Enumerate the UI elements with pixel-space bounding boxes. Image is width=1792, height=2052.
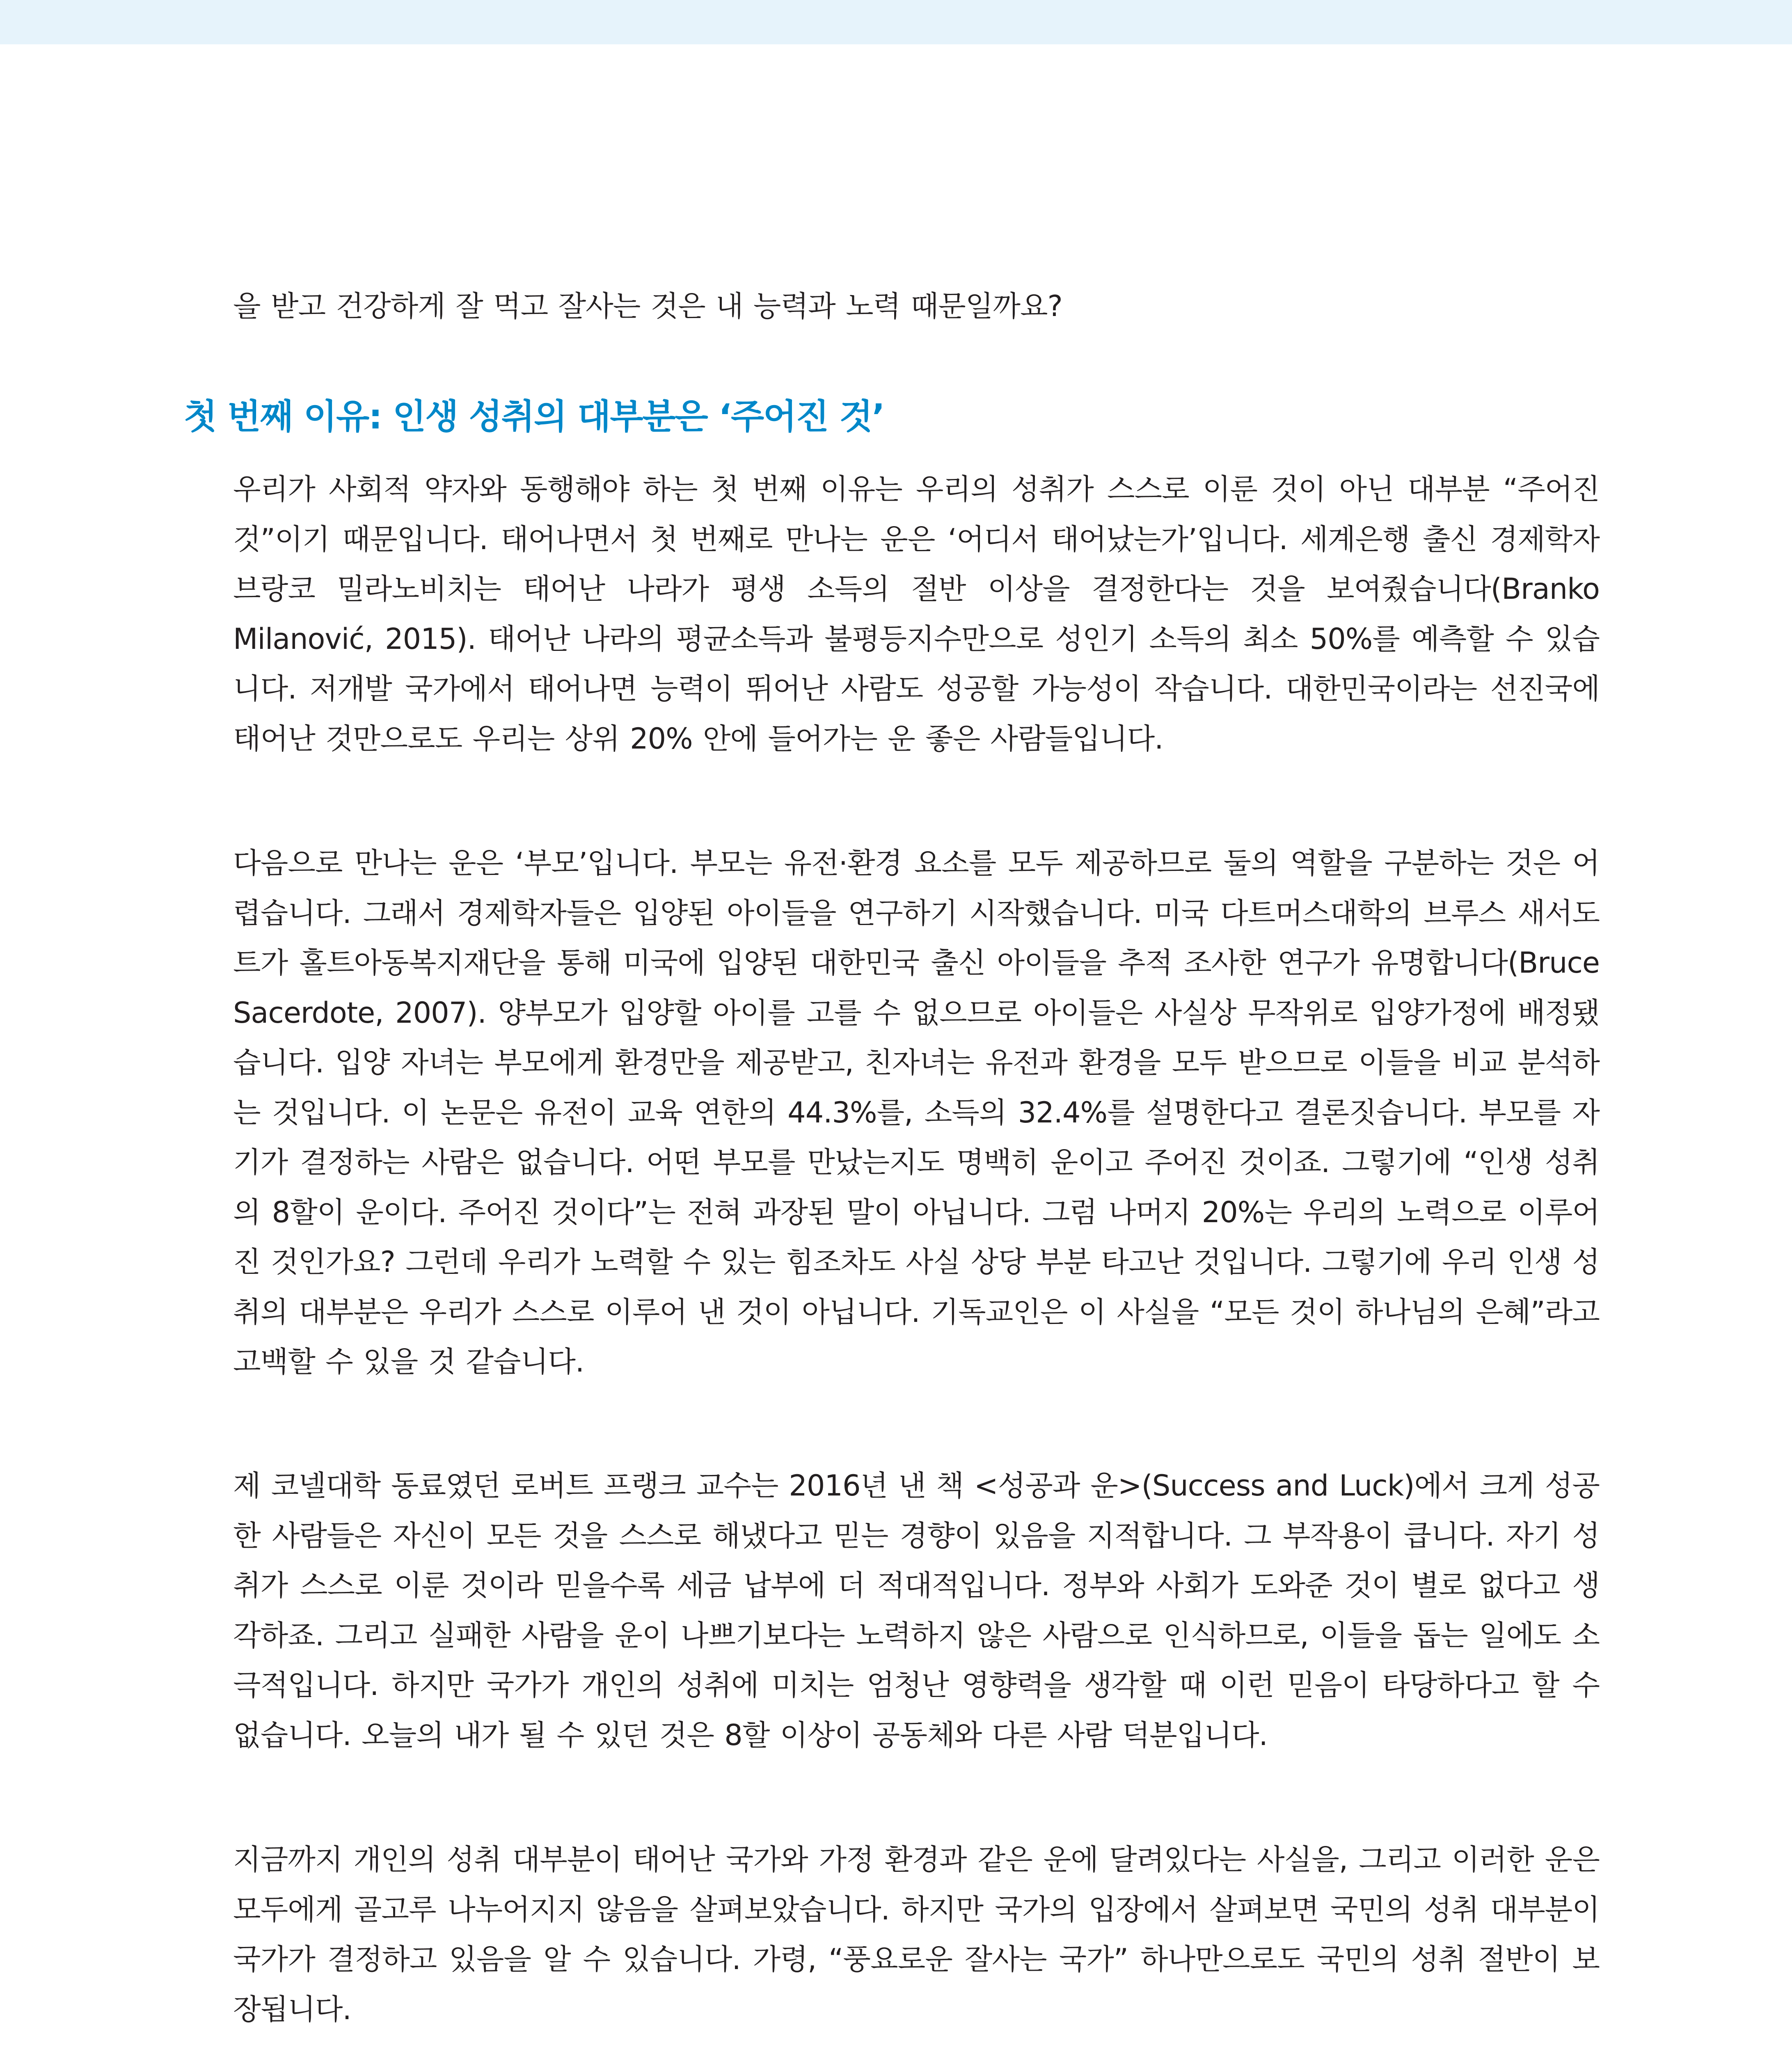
section-heading: 첫 번째 이유: 인생 성취의 대부분은 ‘주어진 것’ bbox=[184, 396, 884, 437]
intro-line: 을 받고 건강하게 잘 먹고 잘사는 것은 내 능력과 노력 때문일까요? bbox=[233, 289, 1062, 323]
paragraph-4: 지금까지 개인의 성취 대부분이 태어난 국가와 가정 환경과 같은 운에 달려있다는 사실을, 그리고 이러한 운은 모두에게 골고루 나누어지지 않음을 살펴보았습니다. 하지만 국가의 입장에서 살펴보면 국민의 성취 대부분이 국가가 결정하고 있음을 알 수 있습니다. 가령, “풍요로운 잘사는 국가” 하나만으로도 국민의 성취 절반이 보장됩니다. bbox=[233, 1843, 1600, 2026]
paragraph-3: 제 코넬대학 동료였던 로버트 프랭크 교수는 2016년 낸 책 <성공과 운>(Success and Luck)에서 크게 성공한 사람들은 자신이 모든 것을 스스로 해냈다고 믿는 경향이 있음을 지적합니다. 그 부작용이 큽니다. 자기 성취가 스스로 이룬 것이라 믿을수록 세금 납부에 더 적대적입니다. 정부와 사회가 도와준 것이 별로 없다고 생각하죠. 그리고 실패한 사람을 운이 나쁘기보다는 노력하지 않은 사람으로 인식하므로, 이들을 돕는 일에도 소극적입니다. 하지만 국가가 개인의 성취에 미치는 엄청난 영향력을 생각할 때 이런 믿음이 타당하다고 할 수 없습니다. 오늘의 내가 될 수 있던 것은 8할 이상이 공동체와 다른 사람 덕분입니다. bbox=[233, 1469, 1600, 1752]
paragraph-1: 우리가 사회적 약자와 동행해야 하는 첫 번째 이유는 우리의 성취가 스스로 이룬 것이 아닌 대부분 “주어진 것”이기 때문입니다. 태어나면서 첫 번째로 만나는 운은 ‘어디서 태어났는가’입니다. 세계은행 출신 경제학자 브랑코 밀라노비치는 태어난 나라가 평생 소득의 절반 이상을 결정한다는 것을 보여줬습니다(Branko Milanović, 2015). 태어난 나라의 평균소득과 불평등지수만으로 성인기 소득의 최소 50%를 예측할 수 있습니다. 저개발 국가에서 태어나면 능력이 뛰어난 사람도 성공할 가능성이 작습니다. 대한민국이라는 선진국에 태어난 것만으로도 우리는 상위 20% 안에 들어가는 운 좋은 사람들입니다. bbox=[233, 472, 1600, 756]
paragraph-2: 다음으로 만나는 운은 ‘부모’입니다. 부모는 유전·환경 요소를 모두 제공하므로 둘의 역할을 구분하는 것은 어렵습니다. 그래서 경제학자들은 입양된 아이들을 연구하기 시작했습니다. 미국 다트머스대학의 브루스 새서도트가 홀트아동복지재단을 통해 미국에 입양된 대한민국 출신 아이들을 추적 조사한 연구가 유명합니다(Bruce Sacerdote, 2007). 양부모가 입양할 아이를 고를 수 없으므로 아이들은 사실상 무작위로 입양가정에 배정됐습니다. 입양 자녀는 부모에게 환경만을 제공받고, 친자녀는 유전과 환경을 모두 받으므로 이들을 비교 분석하는 것입니다. 이 논문은 유전이 교육 연한의 44.3%를, 소득의 32.4%를 설명한다고 결론짓습니다. 부모를 자기가 결정하는 사람은 없습니다. 어떤 부모를 만났는지도 명백히 운이고 주어진 것이죠. 그렇기에 “인생 성취의 8할이 운이다. 주어진 것이다”는 전혀 과장된 말이 아닙니다. 그럼 나머지 20%는 우리의 노력으로 이루어진 것인가요? 그런데 우리가 노력할 수 있는 힘조차도 사실 상당 부분 타고난 것입니다. 그렇기에 우리 인생 성취의 대부분은 우리가 스스로 이루어 낸 것이 아닙니다. 기독교인은 이 사실을 “모든 것이 하나님의 은혜”라고 고백할 수 있을 것 같습니다. bbox=[233, 846, 1600, 1379]
top-decorative-band bbox=[0, 0, 1792, 44]
